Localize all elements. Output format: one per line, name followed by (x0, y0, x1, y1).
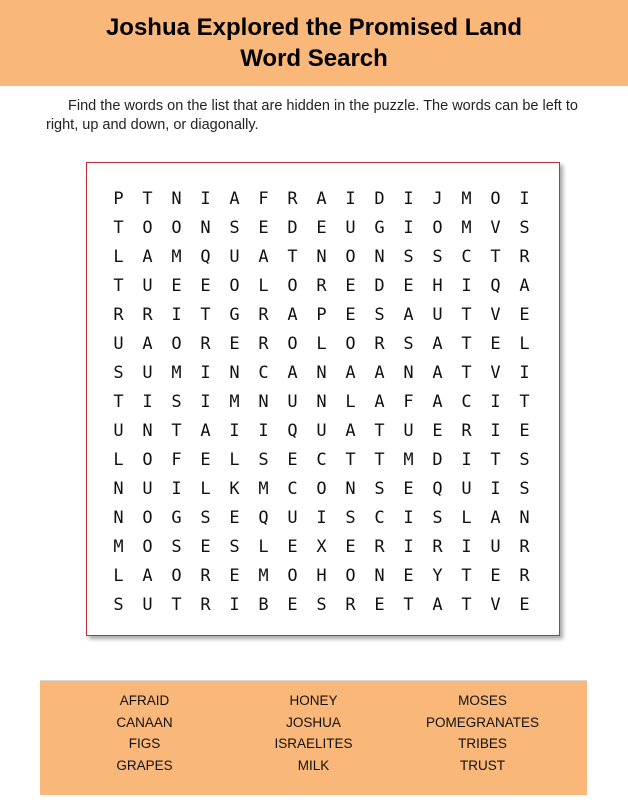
grid-letter[interactable]: E (519, 594, 530, 615)
grid-letter[interactable]: S (519, 449, 530, 470)
grid-letter[interactable]: A (490, 507, 501, 528)
grid-letter[interactable]: L (316, 333, 327, 354)
grid-row (104, 445, 539, 474)
grid-letter[interactable]: I (200, 391, 211, 412)
grid-letter[interactable]: R (519, 565, 530, 586)
grid-letter[interactable]: R (287, 188, 298, 209)
grid-letter[interactable]: N (374, 565, 385, 586)
grid-letter[interactable]: L (258, 536, 269, 557)
grid-letter[interactable]: R (142, 304, 153, 325)
grid-letter[interactable]: E (374, 594, 385, 615)
grid-letter[interactable]: I (519, 362, 530, 383)
grid-letter[interactable]: N (374, 246, 385, 267)
word-list-column (229, 690, 398, 795)
grid-row (104, 213, 539, 242)
word-list-item: MOSES (458, 693, 507, 708)
grid-letter[interactable]: N (171, 188, 182, 209)
grid-letter[interactable]: R (113, 304, 124, 325)
grid-letter[interactable]: M (171, 246, 182, 267)
grid-letter[interactable]: E (403, 478, 414, 499)
grid-letter[interactable]: M (229, 391, 240, 412)
grid-letter[interactable]: I (258, 420, 269, 441)
grid-letter[interactable]: I (403, 536, 414, 557)
grid-letter[interactable]: S (374, 478, 385, 499)
grid-letter[interactable]: I (490, 478, 501, 499)
grid-letter[interactable]: I (403, 217, 414, 238)
grid-letter[interactable]: A (200, 420, 211, 441)
grid-letter[interactable]: L (229, 449, 240, 470)
grid-letter[interactable]: I (461, 536, 472, 557)
word-list-item: GRAPES (116, 757, 173, 773)
grid-letter[interactable]: S (113, 362, 124, 383)
grid-letter[interactable]: A (345, 420, 356, 441)
grid-letter[interactable]: N (403, 362, 414, 383)
grid-letter[interactable]: M (461, 217, 472, 238)
letter-grid (104, 184, 539, 619)
grid-letter[interactable]: E (171, 275, 182, 296)
grid-letter[interactable]: Q (200, 246, 211, 267)
grid-letter[interactable]: R (374, 536, 385, 557)
grid-letter[interactable]: S (432, 246, 443, 267)
word-list-item: JOSHUA (286, 714, 341, 730)
grid-letter[interactable]: R (258, 333, 269, 354)
grid-row (104, 474, 539, 503)
word-list-item: TRIBES (458, 736, 507, 751)
grid-letter[interactable]: U (287, 391, 298, 412)
grid-letter[interactable]: I (229, 594, 240, 615)
grid-letter[interactable]: I (519, 188, 530, 209)
grid-letter[interactable]: V (490, 217, 501, 238)
grid-letter[interactable]: E (287, 536, 298, 557)
grid-letter[interactable]: T (461, 362, 472, 383)
grid-letter[interactable]: L (113, 449, 124, 470)
grid-letter[interactable]: A (287, 304, 298, 325)
grid-letter[interactable]: I (142, 391, 153, 412)
grid-letter[interactable]: E (229, 507, 240, 528)
grid-letter[interactable]: A (519, 275, 530, 296)
grid-letter[interactable]: A (142, 246, 153, 267)
grid-letter[interactable]: I (171, 304, 182, 325)
grid-letter[interactable]: U (142, 594, 153, 615)
grid-letter[interactable]: O (432, 217, 443, 238)
word-list-item: ISRAELITES (274, 736, 353, 751)
grid-row (104, 387, 539, 416)
grid-letter[interactable]: E (229, 565, 240, 586)
grid-letter[interactable]: T (490, 449, 501, 470)
grid-letter[interactable]: D (374, 275, 385, 296)
grid-letter[interactable]: R (200, 565, 211, 586)
grid-letter[interactable]: U (461, 478, 472, 499)
grid-letter[interactable]: O (287, 275, 298, 296)
grid-row (104, 503, 539, 532)
grid-letter[interactable]: O (142, 536, 153, 557)
grid-letter[interactable]: E (519, 304, 530, 325)
grid-letter[interactable]: T (519, 391, 530, 412)
grid-letter[interactable]: U (113, 420, 124, 441)
grid-letter[interactable]: E (200, 449, 211, 470)
grid-row (104, 184, 539, 213)
grid-letter[interactable]: E (287, 594, 298, 615)
grid-letter[interactable]: Q (258, 507, 269, 528)
word-list-item: AFRAID (119, 693, 170, 708)
grid-letter[interactable]: D (374, 188, 385, 209)
grid-letter[interactable]: M (171, 362, 182, 383)
grid-letter[interactable]: E (345, 536, 356, 557)
grid-letter[interactable]: U (403, 420, 414, 441)
grid-letter[interactable]: X (316, 536, 327, 557)
word-list-item: HONEY (289, 693, 338, 708)
grid-letter[interactable]: N (200, 217, 211, 238)
grid-letter[interactable]: O (345, 333, 356, 354)
grid-row (104, 416, 539, 445)
grid-letter[interactable]: R (432, 536, 443, 557)
grid-letter[interactable]: N (345, 478, 356, 499)
grid-letter[interactable]: A (403, 304, 414, 325)
grid-letter[interactable]: B (258, 594, 269, 615)
grid-letter[interactable]: O (142, 217, 153, 238)
grid-letter[interactable]: E (519, 420, 530, 441)
grid-letter[interactable]: S (171, 391, 182, 412)
title-banner (0, 0, 628, 86)
grid-letter[interactable]: A (374, 391, 385, 412)
grid-letter[interactable]: S (229, 217, 240, 238)
grid-letter[interactable]: T (113, 391, 124, 412)
grid-letter[interactable]: R (258, 304, 269, 325)
grid-letter[interactable]: R (461, 420, 472, 441)
grid-letter[interactable]: O (142, 507, 153, 528)
grid-letter[interactable]: I (316, 507, 327, 528)
grid-letter[interactable]: M (461, 188, 472, 209)
grid-letter[interactable]: L (258, 275, 269, 296)
grid-letter[interactable]: A (316, 188, 327, 209)
grid-letter[interactable]: N (316, 391, 327, 412)
grid-letter[interactable]: T (461, 594, 472, 615)
grid-letter[interactable]: E (345, 275, 356, 296)
grid-letter[interactable]: S (403, 246, 414, 267)
grid-letter[interactable]: A (142, 333, 153, 354)
grid-letter[interactable]: C (287, 478, 298, 499)
grid-letter[interactable]: R (345, 594, 356, 615)
grid-letter[interactable]: U (142, 275, 153, 296)
grid-letter[interactable]: U (345, 217, 356, 238)
grid-letter[interactable]: N (258, 391, 269, 412)
puzzle-frame (86, 162, 560, 636)
grid-letter[interactable]: A (345, 362, 356, 383)
grid-letter[interactable]: O (287, 565, 298, 586)
grid-letter[interactable]: I (403, 188, 414, 209)
grid-letter[interactable]: H (316, 565, 327, 586)
grid-letter[interactable]: R (374, 333, 385, 354)
grid-letter[interactable]: F (403, 391, 414, 412)
grid-letter[interactable]: R (519, 536, 530, 557)
grid-letter[interactable]: L (345, 391, 356, 412)
grid-letter[interactable]: A (287, 362, 298, 383)
grid-letter[interactable]: U (229, 246, 240, 267)
grid-letter[interactable]: I (461, 275, 472, 296)
grid-letter[interactable]: O (171, 565, 182, 586)
grid-letter[interactable]: T (461, 333, 472, 354)
grid-letter[interactable]: O (171, 217, 182, 238)
grid-letter[interactable]: O (345, 246, 356, 267)
grid-letter[interactable]: S (519, 478, 530, 499)
grid-letter[interactable]: N (113, 478, 124, 499)
grid-letter[interactable]: L (519, 333, 530, 354)
grid-letter[interactable]: A (142, 565, 153, 586)
grid-letter[interactable]: Y (432, 565, 443, 586)
grid-letter[interactable]: L (200, 478, 211, 499)
grid-letter[interactable]: V (490, 594, 501, 615)
grid-letter[interactable]: A (374, 362, 385, 383)
grid-letter[interactable]: U (287, 507, 298, 528)
grid-letter[interactable]: L (113, 246, 124, 267)
grid-letter[interactable]: E (200, 536, 211, 557)
word-list-column (398, 690, 567, 795)
grid-letter[interactable]: G (229, 304, 240, 325)
grid-letter[interactable]: I (200, 362, 211, 383)
grid-letter[interactable]: S (519, 217, 530, 238)
grid-letter[interactable]: I (345, 188, 356, 209)
grid-letter[interactable]: R (200, 594, 211, 615)
grid-letter[interactable]: R (519, 246, 530, 267)
grid-letter[interactable]: M (258, 478, 269, 499)
grid-letter[interactable]: C (461, 246, 472, 267)
grid-letter[interactable]: G (374, 217, 385, 238)
grid-letter[interactable]: M (113, 536, 124, 557)
grid-letter[interactable]: T (142, 188, 153, 209)
page-title-line-1: Joshua Explored the Promised Land (105, 14, 523, 41)
grid-row (104, 271, 539, 300)
grid-letter[interactable]: N (229, 362, 240, 383)
grid-letter[interactable]: A (432, 333, 443, 354)
grid-letter[interactable]: S (345, 507, 356, 528)
word-list-panel (40, 680, 587, 795)
grid-letter[interactable]: S (229, 536, 240, 557)
grid-row (104, 358, 539, 387)
grid-letter[interactable]: E (200, 275, 211, 296)
grid-letter[interactable]: S (200, 507, 211, 528)
grid-letter[interactable]: H (432, 275, 443, 296)
grid-letter[interactable]: I (490, 420, 501, 441)
grid-letter[interactable]: K (229, 478, 240, 499)
grid-letter[interactable]: O (345, 565, 356, 586)
grid-letter[interactable]: E (287, 449, 298, 470)
grid-letter[interactable]: N (519, 507, 530, 528)
word-list-item: FIGS (128, 736, 161, 751)
grid-letter[interactable]: T (374, 420, 385, 441)
grid-letter[interactable]: T (403, 594, 414, 615)
grid-letter[interactable]: D (432, 449, 443, 470)
grid-letter[interactable]: I (403, 507, 414, 528)
grid-letter[interactable]: L (461, 507, 472, 528)
grid-letter[interactable]: T (461, 565, 472, 586)
grid-letter[interactable]: Q (490, 275, 501, 296)
grid-letter[interactable]: F (258, 188, 269, 209)
grid-letter[interactable]: S (171, 536, 182, 557)
page-title-line-2: Word Search (240, 45, 388, 72)
grid-letter[interactable]: E (490, 565, 501, 586)
grid-letter[interactable]: T (113, 275, 124, 296)
grid-letter[interactable]: D (287, 217, 298, 238)
grid-letter[interactable]: N (316, 362, 327, 383)
grid-letter[interactable]: P (113, 188, 124, 209)
grid-row (104, 300, 539, 329)
grid-letter[interactable]: F (171, 449, 182, 470)
grid-letter[interactable]: Q (432, 478, 443, 499)
grid-letter[interactable]: O (229, 275, 240, 296)
grid-letter[interactable]: S (316, 594, 327, 615)
grid-row (104, 329, 539, 358)
grid-letter[interactable]: I (200, 188, 211, 209)
word-list-column (60, 690, 229, 795)
grid-letter[interactable]: A (258, 246, 269, 267)
grid-letter[interactable]: U (113, 333, 124, 354)
grid-letter[interactable]: N (113, 507, 124, 528)
grid-letter[interactable]: R (316, 275, 327, 296)
grid-letter[interactable]: E (490, 333, 501, 354)
grid-letter[interactable]: U (432, 304, 443, 325)
grid-row (104, 590, 539, 619)
grid-letter[interactable]: C (461, 391, 472, 412)
grid-letter[interactable]: U (490, 536, 501, 557)
word-list-item: MILK (297, 757, 330, 773)
grid-letter[interactable]: U (142, 478, 153, 499)
grid-letter[interactable]: U (316, 420, 327, 441)
grid-letter[interactable]: G (171, 507, 182, 528)
grid-row (104, 561, 539, 590)
grid-letter[interactable]: I (461, 449, 472, 470)
grid-letter[interactable]: O (142, 449, 153, 470)
grid-letter[interactable]: O (490, 188, 501, 209)
grid-letter[interactable]: T (200, 304, 211, 325)
grid-letter[interactable]: C (374, 507, 385, 528)
instructions-text: Find the words on the list that are hidden in the puzzle. The words can be left to right, up and down, or diagonally. (46, 98, 578, 133)
grid-letter[interactable]: L (113, 565, 124, 586)
grid-letter[interactable]: I (229, 420, 240, 441)
grid-letter[interactable]: J (432, 188, 443, 209)
grid-letter[interactable]: Q (287, 420, 298, 441)
grid-letter[interactable]: A (432, 594, 443, 615)
grid-letter[interactable]: E (403, 275, 414, 296)
grid-letter[interactable]: T (113, 217, 124, 238)
grid-letter[interactable]: O (316, 478, 327, 499)
word-list-item: CANAAN (116, 714, 173, 730)
grid-letter[interactable]: S (258, 449, 269, 470)
grid-letter[interactable]: E (403, 565, 414, 586)
grid-letter[interactable]: O (287, 333, 298, 354)
grid-letter[interactable]: I (490, 391, 501, 412)
grid-letter[interactable]: A (432, 391, 443, 412)
grid-letter[interactable]: N (316, 246, 327, 267)
grid-letter[interactable]: R (200, 333, 211, 354)
grid-letter[interactable]: V (490, 304, 501, 325)
grid-letter[interactable]: S (113, 594, 124, 615)
grid-letter[interactable]: E (229, 333, 240, 354)
grid-letter[interactable]: E (258, 217, 269, 238)
grid-letter[interactable]: M (403, 449, 414, 470)
grid-letter[interactable]: E (316, 217, 327, 238)
word-list-item: TRUST (460, 757, 505, 773)
grid-letter[interactable]: E (345, 304, 356, 325)
grid-letter[interactable]: A (432, 362, 443, 383)
grid-letter[interactable]: N (142, 420, 153, 441)
grid-letter[interactable]: I (171, 478, 182, 499)
grid-letter[interactable]: A (229, 188, 240, 209)
grid-letter[interactable]: T (345, 449, 356, 470)
word-list-item: POMEGRANATES (425, 714, 540, 730)
grid-letter[interactable]: T (287, 246, 298, 267)
grid-letter[interactable]: O (171, 333, 182, 354)
grid-letter[interactable]: P (316, 304, 327, 325)
grid-letter[interactable]: C (258, 362, 269, 383)
grid-letter[interactable]: M (258, 565, 269, 586)
grid-letter[interactable]: T (461, 304, 472, 325)
grid-letter[interactable]: S (403, 333, 414, 354)
grid-letter[interactable]: S (432, 507, 443, 528)
grid-letter[interactable]: E (432, 420, 443, 441)
grid-letter[interactable]: V (490, 362, 501, 383)
grid-letter[interactable]: U (142, 362, 153, 383)
grid-letter[interactable]: T (374, 449, 385, 470)
grid-row (104, 532, 539, 561)
grid-letter[interactable]: T (490, 246, 501, 267)
grid-letter[interactable]: S (374, 304, 385, 325)
grid-row (104, 242, 539, 271)
grid-letter[interactable]: T (171, 420, 182, 441)
grid-letter[interactable]: C (316, 449, 327, 470)
grid-letter[interactable]: T (171, 594, 182, 615)
